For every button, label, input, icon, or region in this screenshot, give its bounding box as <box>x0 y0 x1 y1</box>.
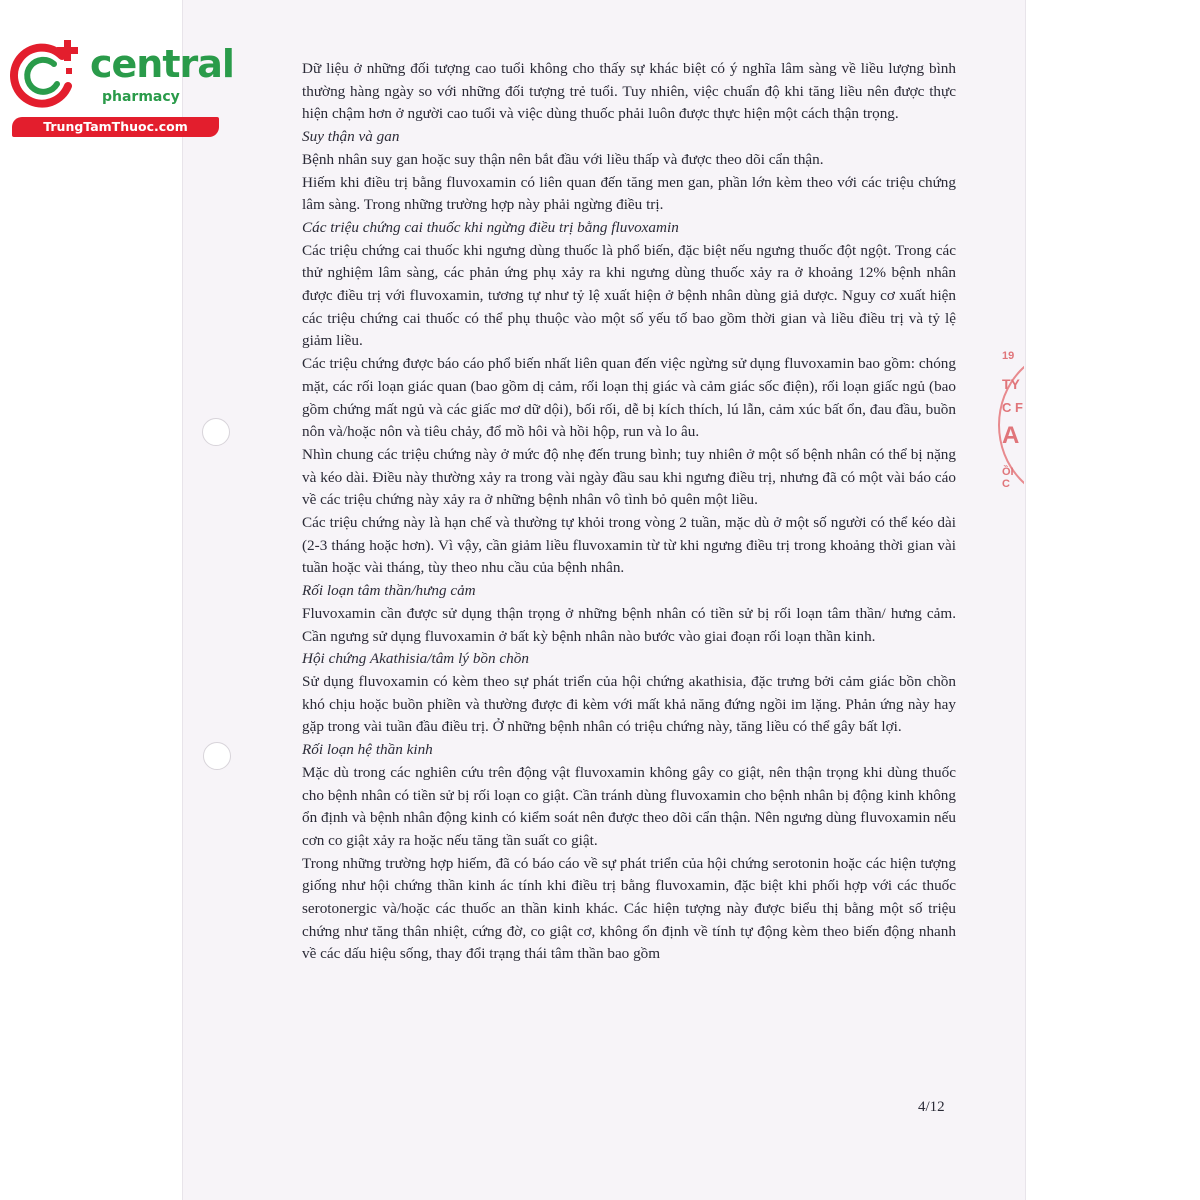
logo-banner: TrungTamThuoc.com <box>12 117 219 137</box>
document-body <box>302 58 956 966</box>
stamp-fragment: A <box>1002 422 1020 449</box>
section-heading: Rối loạn tâm thần/hưng cảm <box>302 582 476 600</box>
body-paragraph: Các triệu chứng cai thuốc khi ngưng dùng thuốc là phổ biến, đặc biệt nếu ngưng thuốc đột ngột. Trong các thử nghiệm lâm sàng, các phản ứng phụ xảy ra khi ngưng dùng thuốc xảy ra ở khoảng 12% bệnh nhân được điều trị với fluvoxamin, tương tự như tỷ lệ xuất hiện ở bệnh nhân dùng giả dược. Nguy cơ xuất hiện các triệu chứng cai thuốc có thể phụ thuộc vào một số yếu tố bao gồm thời gian và liều điều trị và tỷ lệ giảm liều. <box>302 241 956 350</box>
stamp-fragment: C F <box>1002 400 1023 415</box>
logo-name: central <box>90 42 234 86</box>
body-paragraph: Hiếm khi điều trị bằng fluvoxamin có liên quan đến tăng men gan, phần lớn kèm theo với các triệu chứng lâm sàng. Trong những trường hợp này phải ngừng điều trị. <box>302 173 956 214</box>
punch-hole-top <box>202 418 230 446</box>
punch-hole-bottom <box>203 742 231 770</box>
section-heading: Hội chứng Akathisia/tâm lý bồn chồn <box>302 650 529 668</box>
body-paragraph: Các triệu chứng được báo cáo phổ biến nhất liên quan đến việc ngừng sử dụng fluvoxamin bao gồm: chóng mặt, các rối loạn giác quan (bao gồm dị cảm, rối loạn thị giác và cảm giác sốc điện), rối loạn giấc ngủ (bao gồm chứng mất ngủ và các giấc mơ dữ dội), bối rối, dễ bị kích thích, lú lẫn, cảm xúc bất ổn, đau đầu, buồn nôn và/hoặc nôn và tiêu chảy, đổ mồ hôi và hồi hộp, run và lo âu. <box>302 355 956 441</box>
stamp-fragment: TY <box>1002 376 1020 392</box>
pharmacy-cross-icon <box>10 38 84 112</box>
page-number: 4/12 <box>918 1099 945 1115</box>
body-paragraph: Bệnh nhân suy gan hoặc suy thận nên bắt đầu với liều thấp và được theo dõi cẩn thận. <box>302 150 824 168</box>
body-paragraph: Trong những trường hợp hiếm, đã có báo cáo về sự phát triển của hội chứng serotonin hoặc các hiện tượng giống như hội chứng thần kinh ác tính khi điều trị bằng fluvoxamin, đặc biệt khi phối hợp với các thuốc serotonergic và/hoặc các thuốc an thần kinh khác. Các hiện tượng này được biểu thị bằng một số triệu chứng như tăng thân nhiệt, cứng đờ, co giật cơ, không ổn định về tính tự động kèm theo biến động nhanh về các dấu hiệu sống, thay đổi trạng thái tâm thần bao gồm <box>302 854 956 963</box>
body-paragraph: Fluvoxamin cần được sử dụng thận trọng ở những bệnh nhân có tiền sử bị rối loạn tâm thần/ hưng cảm. Cần ngưng sử dụng fluvoxamin ở bất kỳ bệnh nhân nào bước vào giai đoạn rối loạn thần kinh. <box>302 604 956 645</box>
section-heading: Các triệu chứng cai thuốc khi ngừng điều trị bằng fluvoxamin <box>302 218 679 236</box>
body-paragraph: Các triệu chứng này là hạn chế và thường tự khỏi trong vòng 2 tuần, mặc dù ở một số người có thể kéo dài (2-3 tháng hoặc hơn). Vì vậy, cần giảm liều fluvoxamin từ từ khi ngưng điều trị trong khoảng thời gian vài tuần hoặc vài tháng, tùy theo nhu cầu của bệnh nhân. <box>302 514 956 577</box>
central-pharmacy-logo[interactable] <box>10 38 234 138</box>
logo-subtitle: pharmacy <box>102 89 180 105</box>
body-paragraph: Nhìn chung các triệu chứng này ở mức độ nhẹ đến trung bình; tuy nhiên ở một số bệnh nhân có thể bị nặng và kéo dài. Điều này thường xảy ra trong vài ngày đầu sau khi ngưng điều trị, nhưng đã có một vài báo cáo về các triệu chứng này xảy ra ở những bệnh nhân vô tình bỏ quên một liều. <box>302 445 956 509</box>
red-stamp <box>990 348 1024 498</box>
section-heading: Rối loạn hệ thần kinh <box>302 741 433 759</box>
stamp-fragment: ỒI C <box>1002 466 1014 490</box>
body-paragraph: Sử dụng fluvoxamin có kèm theo sự phát triển của hội chứng akathisia, đặc trưng bởi cảm giác bồn chồn khó chịu hoặc buồn phiền và thường được đi kèm với mất khả năng đứng ngồi im lặng. Phản ứng này hay gặp trong vài tuần đầu điều trị. Ở những bệnh nhân có triệu chứng này, tăng liều có thể gây bất lợi. <box>302 672 956 736</box>
stamp-fragment: 19 <box>1002 350 1015 362</box>
section-heading: Suy thận và gan <box>302 128 400 146</box>
body-paragraph: Dữ liệu ở những đối tượng cao tuổi không cho thấy sự khác biệt có ý nghĩa lâm sàng về liều lượng bình thường hàng ngày so với những đối tượng trẻ tuổi. Tuy nhiên, việc chuẩn độ khi tăng liều nên được thực hiện chậm hơn ở người cao tuổi và việc dùng thuốc phải luôn được thực hiện một cách thận trọng. <box>302 60 956 123</box>
body-paragraph: Mặc dù trong các nghiên cứu trên động vật fluvoxamin không gây co giật, nên thận trọng khi dùng thuốc cho bệnh nhân có tiền sử bị rối loạn co giật. Cần tránh dùng fluvoxamin cho bệnh nhân bị động kinh không ổn định và bệnh nhân động kinh có kiểm soát nên được theo dõi cẩn thận. Nên ngưng dùng fluvoxamin nếu cơn co giật xảy ra hoặc nếu tăng tần suất co giật. <box>302 763 956 849</box>
